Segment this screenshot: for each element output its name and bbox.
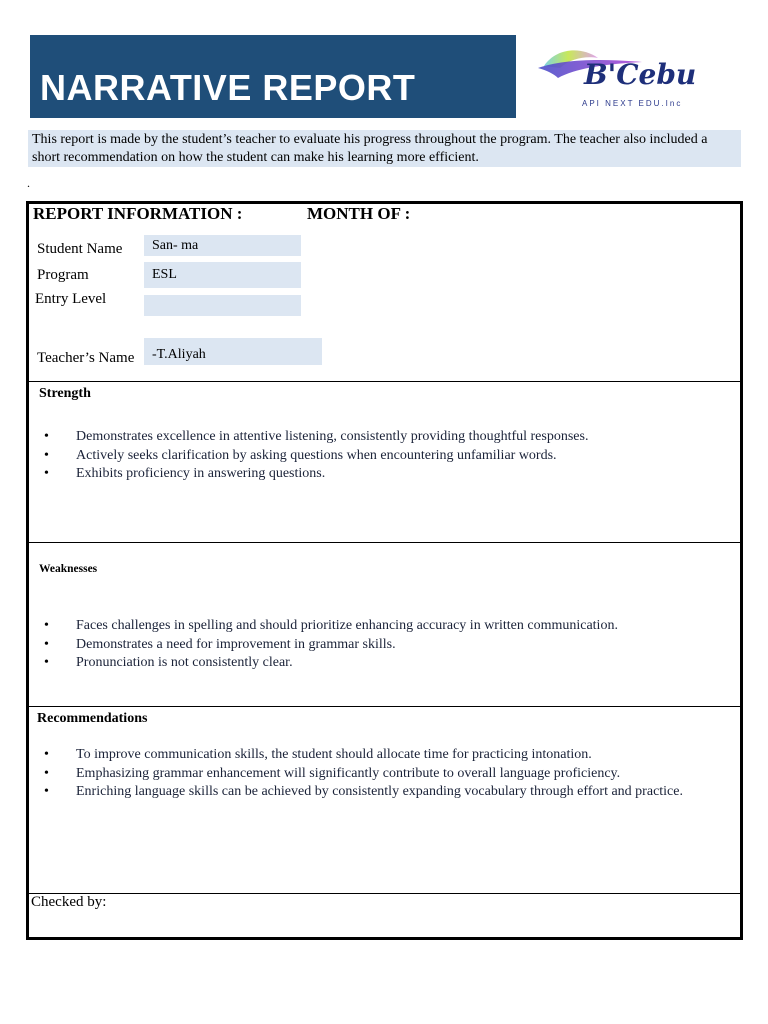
recommendations-heading: Recommendations bbox=[37, 711, 148, 726]
page-title: NARRATIVE REPORT bbox=[40, 67, 416, 108]
program-label: Program bbox=[37, 267, 89, 283]
month-of-label: MONTH OF : bbox=[307, 204, 411, 223]
weaknesses-heading: Weaknesses bbox=[39, 563, 98, 575]
logo-name: B'Cebu bbox=[584, 58, 697, 91]
recommendations-list bbox=[44, 746, 724, 802]
checked-by-label: Checked by: bbox=[31, 894, 107, 910]
list-item: • Faces challenges in spelling and should prioritize enhancing accuracy in written communication. bbox=[44, 617, 724, 636]
report-info-section bbox=[29, 204, 740, 382]
checked-by-section bbox=[29, 894, 740, 937]
list-item: • Exhibits proficiency in answering questions. bbox=[44, 465, 724, 484]
report-form bbox=[26, 201, 743, 940]
strength-section bbox=[29, 382, 740, 543]
program-field[interactable]: ESL bbox=[144, 262, 301, 288]
logo-subtitle: API NEXT EDU.Inc bbox=[582, 99, 683, 108]
teacher-name-label: Teacher’s Name bbox=[37, 350, 135, 366]
stray-dot: . bbox=[27, 176, 30, 190]
list-item: • Demonstrates a need for improvement in grammar skills. bbox=[44, 636, 724, 655]
list-item: • Actively seeks clarification by asking questions when encountering unfamiliar words. bbox=[44, 447, 724, 466]
bcebu-logo bbox=[536, 44, 696, 114]
list-item: • Emphasizing grammar enhancement will significantly contribute to overall language proficiency. bbox=[44, 765, 724, 784]
student-name-label: Student Name bbox=[37, 241, 123, 257]
entry-level-label: Entry Level bbox=[35, 291, 107, 307]
list-item: • Demonstrates excellence in attentive listening, consistently providing thoughtful responses. bbox=[44, 428, 724, 447]
list-item: • Pronunciation is not consistently clear. bbox=[44, 654, 724, 673]
list-item: • Enriching language skills can be achieved by consistently expanding vocabulary through effort and practice. bbox=[44, 783, 724, 802]
recommendations-section bbox=[29, 707, 740, 894]
strength-list bbox=[44, 428, 724, 484]
intro-text: This report is made by the student’s teacher to evaluate his progress throughout the program. The teacher also included a short recommendation on how the student can make his learning more efficient. bbox=[28, 130, 741, 167]
entry-level-field[interactable] bbox=[144, 295, 301, 316]
weaknesses-section bbox=[29, 543, 740, 707]
weaknesses-list bbox=[44, 617, 724, 673]
list-item: • To improve communication skills, the student should allocate time for practicing intonation. bbox=[44, 746, 724, 765]
teacher-name-field[interactable]: -T.Aliyah bbox=[144, 338, 322, 365]
report-info-title: REPORT INFORMATION : bbox=[33, 204, 243, 223]
header-banner bbox=[30, 35, 516, 118]
student-name-field[interactable]: San- ma bbox=[144, 235, 301, 256]
strength-heading: Strength bbox=[39, 386, 91, 401]
